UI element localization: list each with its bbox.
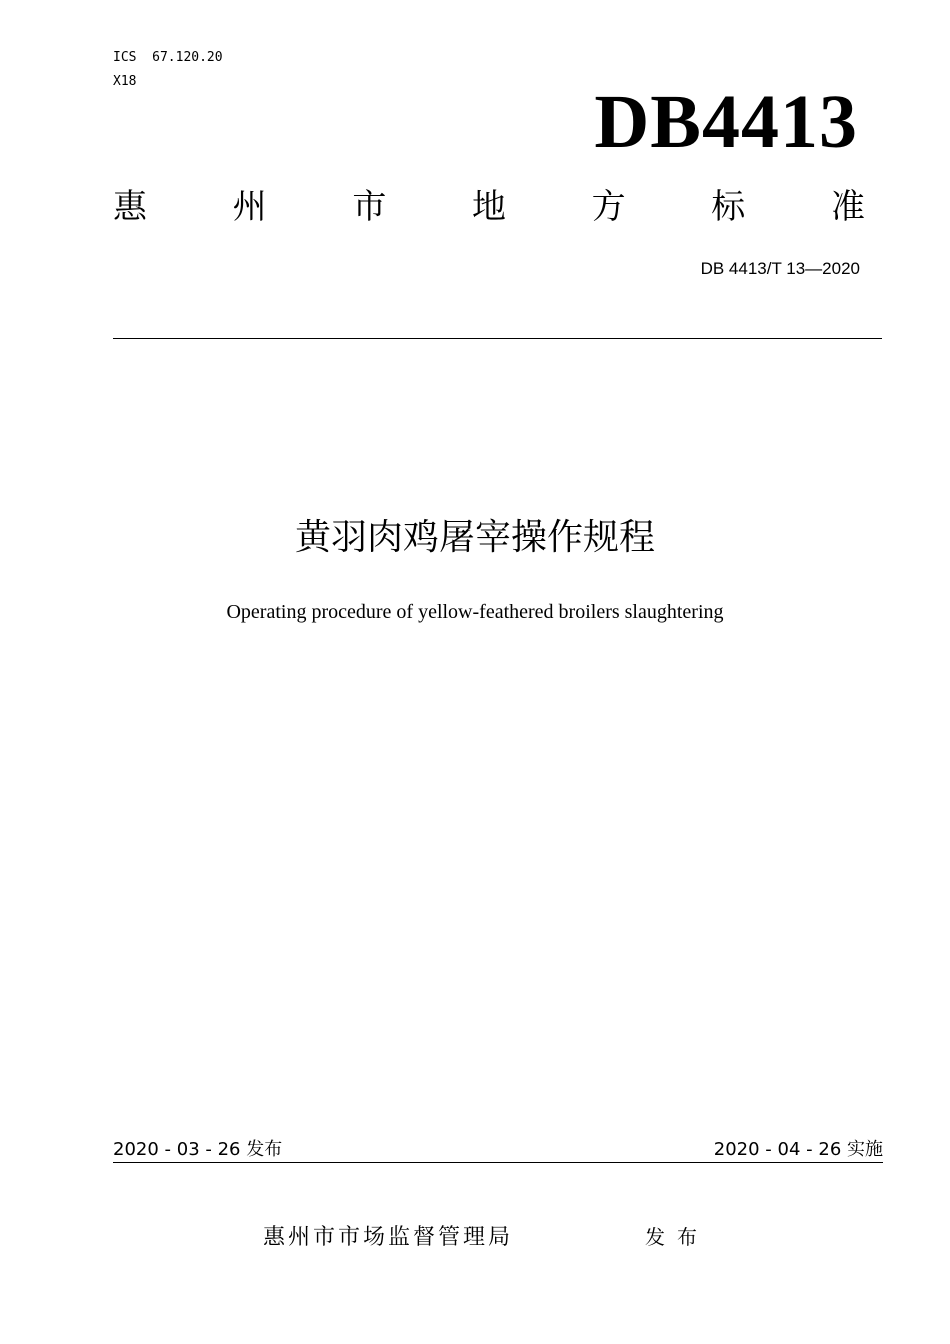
publish-label: 发布 [645,1225,709,1249]
issuing-authority: 惠州市市场监督管理局 [263,1225,514,1250]
standard-kind-char: 地 [471,187,506,227]
issue-date: 2020 - 03 - 26 发布 [113,1139,283,1160]
top-divider [113,338,882,339]
standard-kind-char: 市 [352,187,387,227]
bottom-divider [113,1162,883,1163]
document-title-chinese: 黄羽肉鸡屠宰操作规程 [294,517,655,558]
standard-kind-char: 准 [830,187,865,227]
implementation-date: 2020 - 04 - 26 实施 [713,1139,883,1160]
db-code: DB4413 [594,80,858,164]
standard-kind-char: 州 [232,187,267,227]
document-title-english: Operating procedure of yellow-feathered broilers slaughtering [226,601,724,623]
ics-code: ICS 67.120.20 [113,50,223,65]
classification-code: X18 [113,74,137,89]
standard-kind [113,183,865,231]
standard-kind-char: 惠 [113,187,147,227]
standard-kind-char: 标 [711,187,746,227]
standard-number: DB 4413/T 13—2020 [700,259,860,278]
standard-kind-char: 方 [591,187,626,227]
